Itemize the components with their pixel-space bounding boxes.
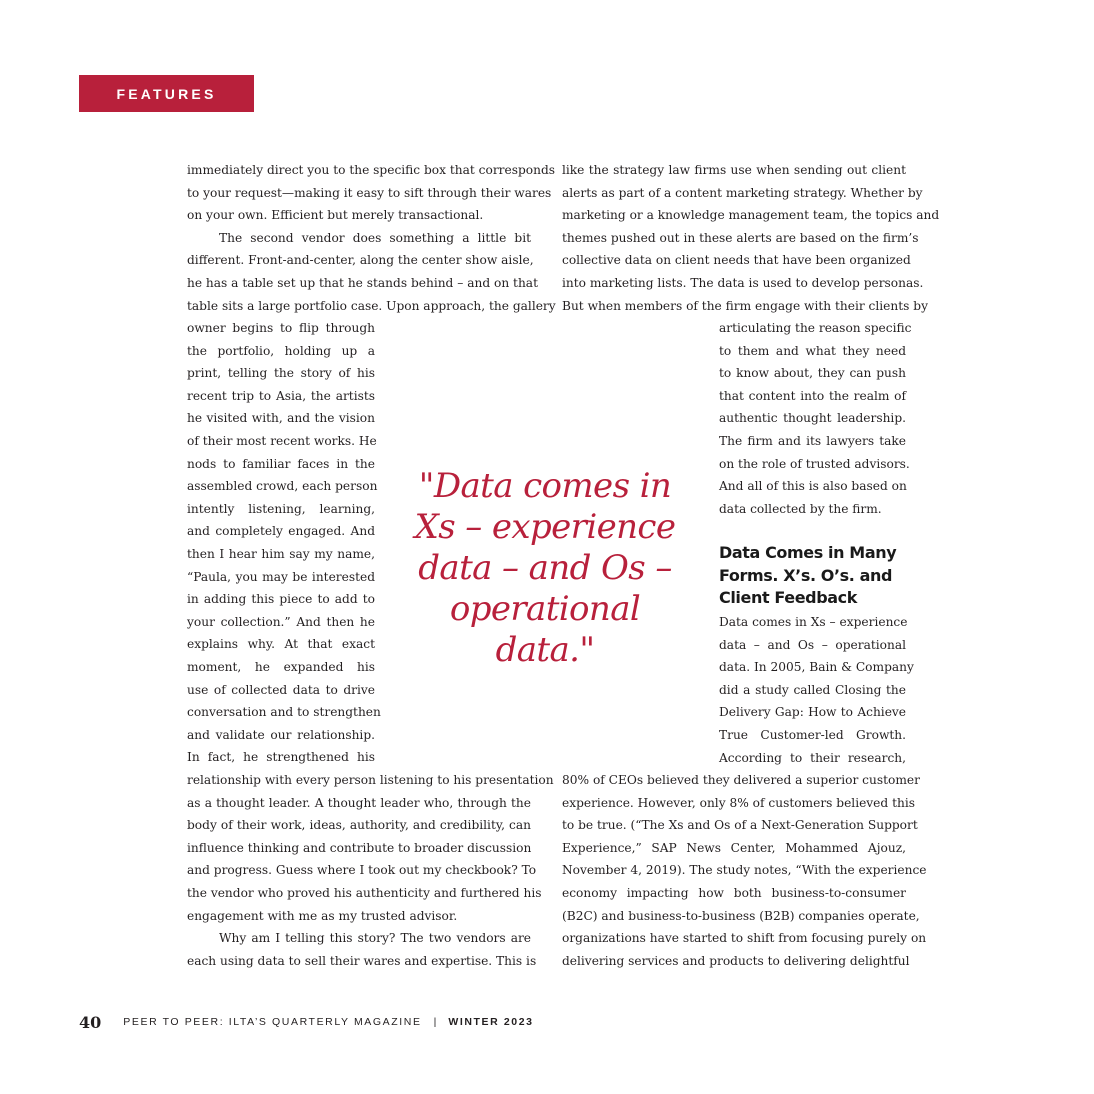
text-line: to know about, they can push [719, 366, 906, 381]
left-column-bottom [187, 769, 554, 972]
text-line: data. In 2005, Bain & Company [719, 660, 914, 675]
text-line: articulating the reason specific [719, 321, 912, 335]
text-line: themes pushed out in these alerts are based on the firm’s [562, 230, 919, 245]
text-line: delivering services and products to delivering delightful [562, 953, 910, 968]
subheading-line: Data Comes in Many [719, 543, 897, 562]
text-line: did a study called Closing the [719, 682, 906, 697]
text-line: “Paula, you may be interested [187, 569, 375, 584]
text-line: and completely engaged. And [187, 524, 375, 539]
text-line: he visited with, and the vision [187, 411, 375, 426]
text-line: in adding this piece to add to [187, 592, 375, 607]
text-line: marketing or a knowledge management team, the topics and [562, 208, 940, 223]
text-line: Delivery Gap: How to Achieve [719, 705, 906, 720]
text-line: recent trip to Asia, the artists [187, 388, 375, 403]
text-line: he has a table set up that he stands behind – and on that [187, 275, 538, 290]
text-line: influence thinking and contribute to broader discussion [187, 840, 532, 855]
right-column-top [562, 159, 940, 317]
pull-quote [400, 466, 690, 671]
right-column-bottom [562, 769, 927, 972]
magazine-title: PEER TO PEER: ILTA’S QUARTERLY MAGAZINE [123, 1016, 422, 1028]
text-line: 80% of CEOs believed they delivered a superior customer [562, 773, 920, 787]
text-line: Data comes in Xs – experience [719, 615, 908, 629]
subheading-line: Client Feedback [719, 588, 857, 607]
section-subheading [719, 542, 909, 610]
text-line: (B2C) and business-to-business (B2B) companies operate, [562, 908, 920, 923]
text-line: different. Front-and-center, along the center show aisle, [187, 253, 534, 268]
text-line: And all of this is also based on [719, 479, 907, 494]
text-line: organizations have started to shift from focusing purely on [562, 931, 927, 946]
text-line: economy impacting how both business-to-consumer [562, 885, 906, 900]
text-line: owner begins to flip through [187, 321, 375, 335]
pull-quote-line: operational data." [449, 589, 641, 670]
text-line: relationship with every person listening to his presentation [187, 773, 554, 787]
text-line: collective data on client needs that have been organized [562, 253, 911, 268]
footer-separator: | [433, 1016, 437, 1028]
text-line: Experience,” SAP News Center, Mohammed Ajouz, [562, 840, 906, 855]
page-footer [79, 1012, 534, 1032]
text-line: body of their work, ideas, authority, and credibility, can [187, 818, 531, 833]
text-line: True Customer-led Growth. [719, 727, 906, 742]
pull-quote-line: "Data comes in [418, 466, 672, 506]
text-line: experience. However, only 8% of customers believed this [562, 795, 915, 810]
text-line: moment, he expanded his [187, 659, 375, 674]
text-line: like the strategy law firms use when sending out client [562, 163, 906, 177]
pull-quote-line: data – and Os – [418, 548, 672, 588]
left-column-top [187, 159, 556, 317]
text-line: print, telling the story of his [187, 366, 375, 381]
right-column-narrow-b [719, 611, 914, 769]
pull-quote-line: Xs – experience [414, 507, 676, 547]
text-line: and validate our relationship. [187, 727, 375, 742]
text-line: your collection.” And then he [187, 614, 375, 629]
text-line: According to their research, [719, 750, 906, 765]
section-label-banner: FEATURES [79, 75, 254, 112]
text-line: each using data to sell their wares and expertise. This is [187, 953, 537, 968]
text-line: But when members of the firm engage with their clients by [562, 298, 928, 313]
text-line: as a thought leader. A thought leader who, through the [187, 795, 531, 810]
text-line: The firm and its lawyers take [719, 433, 906, 448]
text-line: and progress. Guess where I took out my checkbook? To [187, 863, 537, 878]
text-line: to them and what they need [719, 343, 906, 358]
text-line: table sits a large portfolio case. Upon approach, the gallery [187, 298, 556, 313]
text-line: conversation and to strengthen [187, 705, 381, 720]
text-line: immediately direct you to the specific box that corresponds [187, 163, 555, 177]
subheading-line: Forms. X’s. O’s. and [719, 565, 893, 585]
text-line: to be true. (“The Xs and Os of a Next-Generation Support [562, 818, 918, 833]
text-line: explains why. At that exact [187, 637, 375, 652]
issue-label: WINTER 2023 [448, 1016, 534, 1028]
text-line: of their most recent works. He [187, 433, 377, 448]
text-line: intently listening, learning, [187, 501, 375, 516]
text-line: assembled crowd, each person [187, 479, 378, 494]
right-column-narrow-a [719, 317, 912, 520]
text-line: authentic thought leadership. [719, 411, 906, 426]
left-column-narrow [187, 317, 381, 769]
text-line: November 4, 2019). The study notes, “With the experience [562, 863, 927, 878]
text-line: data – and Os – operational [719, 637, 906, 652]
text-line: engagement with me as my trusted advisor. [187, 908, 458, 923]
text-line: the portfolio, holding up a [187, 343, 375, 358]
text-line: into marketing lists. The data is used to develop personas. [562, 275, 924, 290]
text-line: use of collected data to drive [187, 682, 375, 697]
text-line: to your request—making it easy to sift through their wares [187, 185, 552, 200]
text-line: on the role of trusted advisors. [719, 456, 910, 471]
page-number: 40 [79, 1012, 102, 1032]
text-line: data collected by the firm. [719, 501, 882, 516]
text-line: The second vendor does something a little bit [219, 230, 531, 245]
text-line: In fact, he strengthened his [187, 750, 375, 765]
text-line: nods to familiar faces in the [187, 456, 375, 471]
text-line: that content into the realm of [719, 388, 906, 403]
text-line: then I hear him say my name, [187, 546, 375, 561]
text-line: the vendor who proved his authenticity and furthered his [187, 885, 542, 900]
text-line: alerts as part of a content marketing strategy. Whether by [562, 185, 923, 200]
text-line: Why am I telling this story? The two vendors are [219, 931, 531, 946]
text-line: on your own. Efficient but merely transactional. [187, 208, 484, 223]
